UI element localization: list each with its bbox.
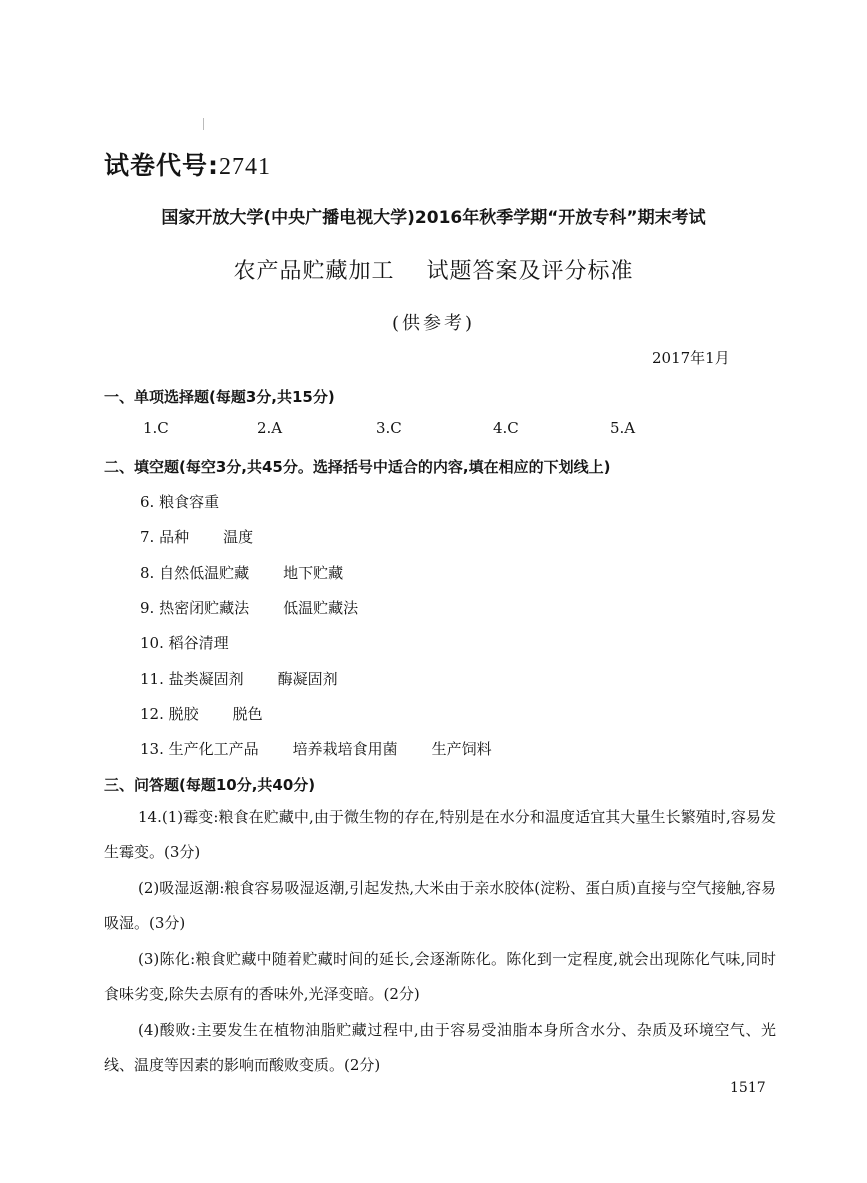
- exam-title: 国家开放大学(中央广播电视大学)2016年秋季学期“开放专科”期末考试: [161, 208, 706, 228]
- answer-paragraph: (2)吸湿返潮:粮食容易吸湿返潮,引起发热,大米由于亲水胶体(淀粉、蛋白质)直接与空气接触,容易吸湿。(3分): [104, 879, 776, 932]
- item-number: 9.: [140, 599, 155, 617]
- fill-answer: 温度: [223, 528, 254, 546]
- fill-answer: 稻谷清理: [168, 634, 229, 652]
- answer-paragraph: (4)酸败:主要发生在植物油脂贮藏过程中,由于容易受油脂本身所含水分、杂质及环境空气、光线、温度等因素的影响而酸败变质。(2分): [104, 1021, 776, 1074]
- choice-answer: 5.A: [610, 419, 636, 437]
- choice-answer: 4.C: [493, 419, 519, 437]
- item-number: 10.: [140, 634, 164, 652]
- fill-item: [140, 562, 343, 583]
- exam-code: [104, 146, 271, 182]
- section-heading-fill: 二、填空题(每空3分,共45分。选择括号中适合的内容,填在相应的下划线上): [104, 458, 611, 476]
- item-number: 13.: [140, 740, 164, 758]
- section-heading-qa: 三、问答题(每题10分,共40分): [104, 776, 316, 794]
- fill-answer: 脱色: [232, 705, 263, 723]
- exam-code-label: 试卷代号:: [104, 151, 219, 180]
- item-number: 11.: [140, 670, 164, 688]
- choice-answer: 1.C: [143, 419, 169, 437]
- fill-item: [140, 526, 253, 547]
- exam-date: 2017年1月: [652, 349, 730, 367]
- fill-item: [140, 668, 338, 689]
- scan-mark: [203, 118, 204, 130]
- fill-answer: 地下贮藏: [283, 564, 344, 582]
- fill-answer: 自然低温贮藏: [159, 564, 250, 582]
- fill-answer: 低温贮藏法: [283, 599, 359, 617]
- answer-paragraph: 14.(1)霉变:粮食在贮藏中,由于微生物的存在,特别是在水分和温度适宜其大量生长繁殖时,容易发生霉变。(3分): [104, 808, 776, 861]
- fill-item: [140, 738, 492, 759]
- answer-paragraph: (3)陈化:粮食贮藏中随着贮藏时间的延长,会逐渐陈化。陈化到一定程度,就会出现陈化气味,同时食味劣变,除失去原有的香味外,光泽变暗。(2分): [104, 950, 776, 1003]
- fill-answer: 热密闭贮藏法: [159, 599, 250, 617]
- fill-answer: 粮食容重: [159, 493, 220, 511]
- item-number: 8.: [140, 564, 155, 582]
- section-heading-choice: 一、单项选择题(每题3分,共15分): [104, 388, 335, 406]
- reference-note: (供参考): [391, 313, 476, 334]
- fill-answer: 酶凝固剂: [277, 670, 338, 688]
- item-number: 6.: [140, 493, 155, 511]
- fill-answer: 脱胶: [168, 705, 199, 723]
- page-number: 1517: [730, 1080, 766, 1096]
- choice-answer: 3.C: [376, 419, 402, 437]
- fill-answer: 生产化工产品: [168, 740, 259, 758]
- fill-answer: 生产饲料: [431, 740, 492, 758]
- item-number: 7.: [140, 528, 155, 546]
- fill-answer: 盐类凝固剂: [168, 670, 244, 688]
- fill-item: [140, 703, 263, 724]
- exam-code-number: 2741: [219, 154, 271, 180]
- choice-answer: 2.A: [257, 419, 283, 437]
- fill-answer: 品种: [159, 528, 190, 546]
- fill-item: [140, 632, 229, 653]
- item-number: 12.: [140, 705, 164, 723]
- fill-item: [140, 491, 219, 512]
- page-title: 农产品贮藏加工 试题答案及评分标准: [233, 259, 634, 284]
- fill-answer: 培养栽培食用菌: [292, 740, 398, 758]
- fill-item: [140, 597, 358, 618]
